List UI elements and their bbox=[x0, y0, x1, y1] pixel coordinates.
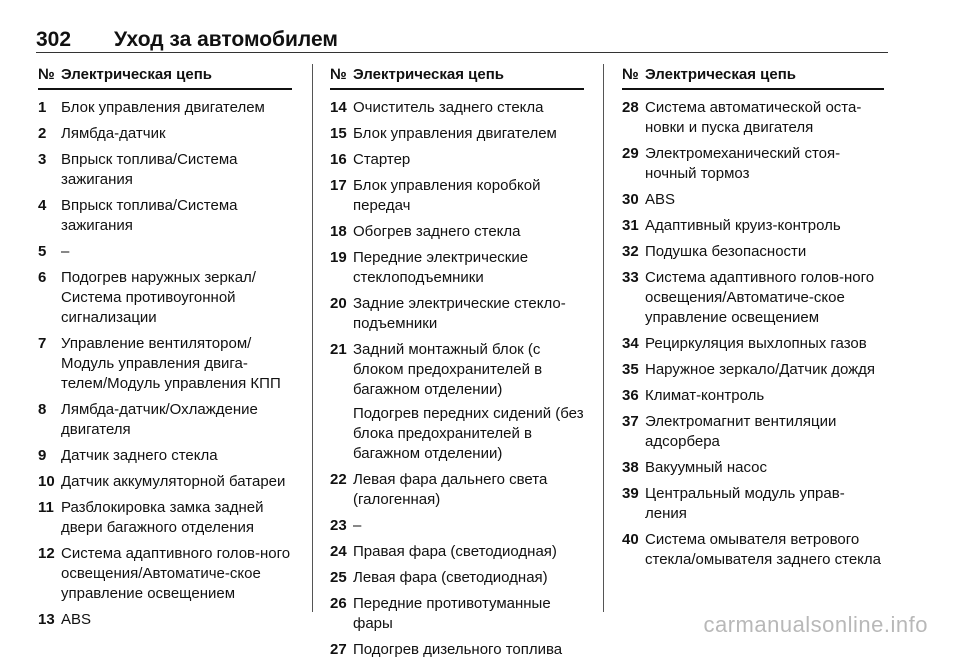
table-header bbox=[38, 64, 292, 90]
table-row bbox=[38, 498, 292, 538]
fuse-number: 33 bbox=[622, 269, 639, 286]
fuse-number: 37 bbox=[622, 413, 639, 430]
table-row bbox=[38, 268, 292, 328]
table-row bbox=[330, 340, 584, 400]
circuit-name: ABS bbox=[61, 611, 92, 628]
watermark: carmanualsonline.info bbox=[703, 612, 928, 637]
fuse-number: 38 bbox=[622, 459, 639, 476]
table-row bbox=[622, 98, 884, 138]
circuit-name: Блок управления двигателем bbox=[61, 99, 265, 116]
circuit-extra: Подогрев передних сидений (без блока предохранителей в багажном отделении) bbox=[353, 405, 584, 462]
header-circuit: Электрическая цепь bbox=[61, 66, 213, 83]
fuse-number: 18 bbox=[330, 223, 347, 240]
table-row bbox=[330, 640, 584, 660]
table-row bbox=[622, 190, 884, 210]
page-header bbox=[36, 28, 888, 53]
circuit-name: Задний монтажный блок (с блоком предохранителей в багажном отделении) bbox=[353, 341, 543, 398]
fuse-number: 20 bbox=[330, 295, 347, 312]
fuse-number: 24 bbox=[330, 543, 347, 560]
circuit-name: Лямбда-датчик bbox=[61, 125, 166, 142]
table-row bbox=[622, 484, 884, 524]
fuse-number: 4 bbox=[38, 197, 47, 214]
fuse-number: 31 bbox=[622, 217, 639, 234]
table-row bbox=[330, 294, 584, 334]
fuse-number: 19 bbox=[330, 249, 347, 266]
circuit-name: Стартер bbox=[353, 151, 411, 168]
circuit-name: Блок управления двигателем bbox=[353, 125, 557, 142]
circuit-name: Очиститель заднего стекла bbox=[353, 99, 544, 116]
circuit-name: Передние противотуманные фары bbox=[353, 595, 551, 632]
table-row bbox=[330, 150, 584, 170]
circuit-name: Обогрев заднего стекла bbox=[353, 223, 521, 240]
table-row bbox=[622, 386, 884, 406]
circuit-name: Адаптивный круиз-контроль bbox=[645, 217, 841, 234]
circuit-name: Подогрев дизельного топлива bbox=[353, 641, 563, 658]
table-row bbox=[622, 360, 884, 380]
fuse-number: 14 bbox=[330, 99, 347, 116]
circuit-name: Правая фара (светодиодная) bbox=[353, 543, 557, 560]
table-rows bbox=[330, 90, 584, 660]
fuse-number: 32 bbox=[622, 243, 639, 260]
circuit-name: Подогрев наружных зеркал/Система противоугонной сигнализации bbox=[61, 269, 256, 326]
table-row bbox=[330, 516, 584, 536]
table-row bbox=[38, 400, 292, 440]
table-row bbox=[622, 458, 884, 478]
circuit-name: Блок управления коробкой передач bbox=[353, 177, 541, 214]
circuit-name: Система автоматической оста-новки и пуска двигателя bbox=[645, 99, 862, 136]
header-number: № bbox=[38, 66, 55, 83]
column-divider bbox=[312, 64, 313, 612]
circuit-name: Наружное зеркало/Датчик дождя bbox=[645, 361, 876, 378]
header-circuit: Электрическая цепь bbox=[353, 66, 505, 83]
fuse-column-1 bbox=[38, 64, 292, 630]
page-number: 302 bbox=[36, 28, 72, 51]
fuse-number: 15 bbox=[330, 125, 347, 142]
circuit-name: Датчик аккумуляторной батареи bbox=[61, 473, 286, 490]
table-row bbox=[38, 242, 292, 262]
fuse-number: 1 bbox=[38, 99, 47, 116]
table-row bbox=[622, 334, 884, 354]
fuse-number: 23 bbox=[330, 517, 347, 534]
table-row bbox=[38, 196, 292, 236]
table-row bbox=[38, 124, 292, 144]
fuse-number: 3 bbox=[38, 151, 47, 168]
circuit-name: Левая фара дальнего света (галогенная) bbox=[353, 471, 548, 508]
fuse-number: 30 bbox=[622, 191, 639, 208]
table-header bbox=[330, 64, 584, 90]
table-rows bbox=[38, 90, 292, 630]
table-row bbox=[38, 98, 292, 118]
section-title: Уход за автомобилем bbox=[114, 28, 338, 51]
fuse-number: 27 bbox=[330, 641, 347, 658]
fuse-number: 28 bbox=[622, 99, 639, 116]
table-row bbox=[330, 470, 584, 510]
circuit-name: Левая фара (светодиодная) bbox=[353, 569, 548, 586]
fuse-number: 10 bbox=[38, 473, 55, 490]
fuse-number: 25 bbox=[330, 569, 347, 586]
circuit-name: Вакуумный насос bbox=[645, 459, 767, 476]
circuit-name: Передние электрические стеклоподъемники bbox=[353, 249, 529, 286]
table-row bbox=[38, 446, 292, 466]
table-row bbox=[38, 150, 292, 190]
column-divider bbox=[603, 64, 604, 612]
table-row bbox=[330, 542, 584, 562]
table-rows bbox=[622, 90, 884, 570]
table-row bbox=[622, 144, 884, 184]
fuse-number: 11 bbox=[38, 499, 54, 516]
fuse-number: 34 bbox=[622, 335, 639, 352]
circuit-name: Рециркуляция выхлопных газов bbox=[645, 335, 867, 352]
table-row bbox=[622, 268, 884, 328]
fuse-number: 35 bbox=[622, 361, 639, 378]
circuit-name: Управление вентилятором/Модуль управления двига-телем/Модуль управления КПП bbox=[61, 335, 281, 392]
circuit-name: Лямбда-датчик/Охлаждение двигателя bbox=[61, 401, 258, 438]
table-row bbox=[622, 530, 884, 570]
circuit-name: ABS bbox=[645, 191, 676, 208]
fuse-number: 6 bbox=[38, 269, 47, 286]
fuse-number: 2 bbox=[38, 125, 47, 142]
fuse-column-3 bbox=[622, 64, 884, 570]
fuse-number: 7 bbox=[38, 335, 47, 352]
fuse-number: 8 bbox=[38, 401, 47, 418]
fuse-number: 29 bbox=[622, 145, 639, 162]
fuse-number: 16 bbox=[330, 151, 347, 168]
table-row bbox=[330, 124, 584, 144]
circuit-name: Впрыск топлива/Система зажигания bbox=[61, 151, 238, 188]
circuit-name: Датчик заднего стекла bbox=[61, 447, 218, 464]
table-row bbox=[330, 176, 584, 216]
fuse-number: 36 bbox=[622, 387, 639, 404]
fuse-number: 17 bbox=[330, 177, 347, 194]
circuit-name: Задние электрические стекло-подъемники bbox=[353, 295, 566, 332]
circuit-name: Электромагнит вентиляции адсорбера bbox=[645, 413, 837, 450]
circuit-name: Климат-контроль bbox=[645, 387, 765, 404]
table-row bbox=[330, 98, 584, 118]
header-number: № bbox=[622, 66, 639, 83]
circuit-name: – bbox=[353, 517, 362, 534]
table-row bbox=[330, 594, 584, 634]
fuse-number: 9 bbox=[38, 447, 47, 464]
table-row bbox=[330, 248, 584, 288]
fuse-number: 40 bbox=[622, 531, 639, 548]
fuse-number: 5 bbox=[38, 243, 47, 260]
circuit-name: Разблокировка замка задней двери багажного отделения bbox=[61, 499, 264, 536]
header-circuit: Электрическая цепь bbox=[645, 66, 797, 83]
table-row bbox=[330, 568, 584, 588]
table-row bbox=[330, 222, 584, 242]
circuit-name: Центральный модуль управ-ления bbox=[645, 485, 845, 522]
table-row bbox=[38, 472, 292, 492]
table-row bbox=[622, 242, 884, 262]
header-number: № bbox=[330, 66, 347, 83]
fuse-number: 21 bbox=[330, 341, 347, 358]
table-row bbox=[622, 412, 884, 452]
table-row bbox=[38, 610, 292, 630]
fuse-number: 12 bbox=[38, 545, 55, 562]
circuit-name: Впрыск топлива/Система зажигания bbox=[61, 197, 238, 234]
circuit-name: Подушка безопасности bbox=[645, 243, 807, 260]
table-row bbox=[38, 544, 292, 604]
circuit-name: Электромеханический стоя-ночный тормоз bbox=[645, 145, 841, 182]
fuse-number: 39 bbox=[622, 485, 639, 502]
fuse-number: 22 bbox=[330, 471, 347, 488]
table-row bbox=[38, 334, 292, 394]
fuse-number: 13 bbox=[38, 611, 55, 628]
circuit-name: Система адаптивного голов-ного освещения/Автоматиче-ское управление освещением bbox=[61, 545, 291, 602]
circuit-name: Система адаптивного голов-ного освещения/Автоматиче-ское управление освещением bbox=[645, 269, 875, 326]
table-row bbox=[622, 216, 884, 236]
circuit-name: Система омывателя ветрового стекла/омывателя заднего стекла bbox=[645, 531, 881, 568]
table-header bbox=[622, 64, 884, 90]
fuse-column-2 bbox=[330, 64, 584, 660]
circuit-name: – bbox=[61, 243, 70, 260]
fuse-number: 26 bbox=[330, 595, 347, 612]
